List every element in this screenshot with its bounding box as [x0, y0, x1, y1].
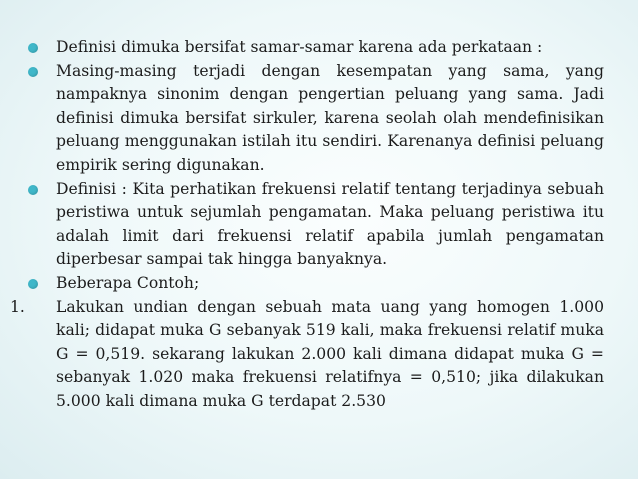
bullet-icon: [28, 43, 38, 53]
bullet-text: Beberapa Contoh;: [56, 273, 200, 292]
slide-content: [10, 36, 604, 414]
bullet-item: [28, 272, 604, 296]
bullet-text: Masing-masing terjadi dengan kesempatan yang sama, yang nampaknya sinonim dengan pengertian peluang yang sama. Jadi definisi dimuka bersifat sirkuler, karena seolah olah mendefinisikan peluang menggunakan istilah itu sendiri. Karenanya definisi peluang empirik sering digunakan.: [56, 61, 604, 174]
bullet-icon: [28, 279, 38, 289]
bullet-text: Definisi : Kita perhatikan frekuensi relatif tentang terjadinya sebuah peristiwa untuk sejumlah pengamatan. Maka peluang peristiwa itu adalah limit dari frekuensi relatif apabila jumlah pengamatan diperbesar sampai tak hingga banyaknya.: [56, 179, 604, 269]
item-number: 1.: [10, 297, 25, 316]
numbered-text: Lakukan undian dengan sebuah mata uang yang homogen 1.000 kali; didapat muka G sebanyak 519 kali, maka frekuensi relatif muka G = 0,519. sekarang lakukan 2.000 kali dimana didapat muka G = sebanyak 1.020 maka frekuensi relatifnya = 0,510; jika dilakukan 5.000 kali dimana muka G terdapat 2.530: [56, 297, 604, 410]
bullet-icon: [28, 185, 38, 195]
bullet-icon: [28, 67, 38, 77]
numbered-item: [10, 296, 604, 414]
bullet-item: [28, 60, 604, 178]
bullet-text: Definisi dimuka bersifat samar-samar karena ada perkataan :: [56, 38, 543, 56]
bullet-item: [28, 36, 604, 60]
bullet-item: [28, 178, 604, 272]
